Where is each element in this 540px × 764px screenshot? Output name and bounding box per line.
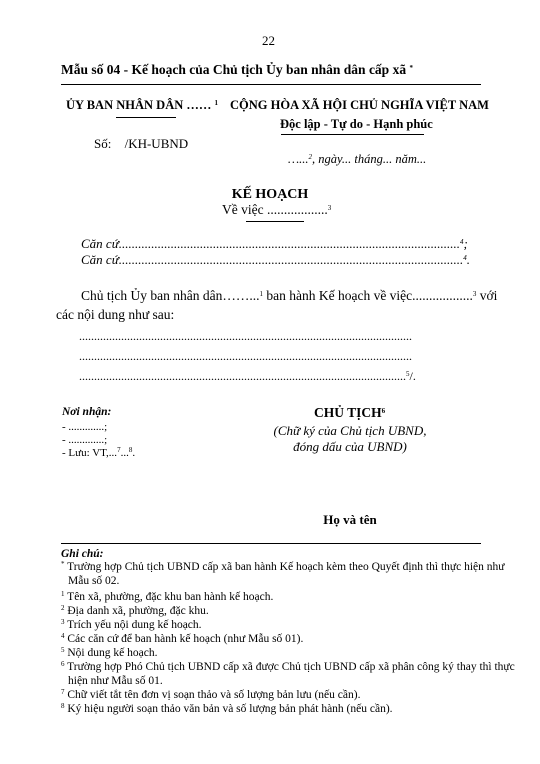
notes-title: Ghi chú: [61,548,104,560]
note-sup: 4 [61,632,65,640]
agency-name [66,98,218,113]
note-item [61,591,273,603]
subject-underline [246,221,304,222]
date-prefix: …... [288,152,309,166]
note-item [61,689,360,701]
national-name: CỘNG HÒA XÃ HỘI CHỦ NGHĨA VIỆT NAM [230,98,489,112]
notes-rule [61,543,481,544]
subject-text: Về việc .................. [222,202,328,217]
body-1a: Chủ tịch Ủy ban nhân dân……... [81,288,260,303]
body-dots-1: ............................................................................................................... [79,329,412,343]
storage-end: . [132,447,136,459]
doc-number [94,136,188,152]
note-text: Địa danh xã, phường, đặc khu. [64,605,209,617]
signature-name: Họ và tên [323,512,377,527]
note-sup: 6 [61,660,65,668]
note-text: Trường hợp Phó Chủ tịch UBND cấp xã được Chủ tịch UBND cấp xã phân công ký thay thì thực [64,661,515,673]
storage-text: - Lưu: VT,... [62,447,118,459]
body-1-sup2: 3 [472,290,477,298]
body-line-1 [81,288,497,304]
note-text: Ký hiệu người soạn thảo văn bản và số lượng bản phát hành (nếu cần). [64,703,393,715]
note-sup: 7 [61,688,65,696]
note-item [68,675,163,687]
body-dots-2: ............................................................................................................... [79,349,412,363]
signature-note-1: (Chữ ký của Chủ tịch UBND, [273,423,427,438]
doc-title: KẾ HOẠCH [231,187,309,202]
basis-1-end: ; [463,236,468,251]
national-motto: Độc lập - Tự do - Hạnh phúc [280,117,433,131]
agency-name-text: ỦY BAN NHÂN DÂN …… [66,98,212,112]
note-text: Chữ viết tắt tên đơn vị soạn thảo và số lượng bản lưu (nếu cần). [64,689,361,701]
note-text: Nội dung kế hoạch. [64,647,158,659]
title-rule [61,84,481,85]
basis-2-sup: 4 [463,254,467,262]
basis-line-2 [81,252,470,268]
date-sup: 2 [308,153,312,161]
note-item [61,633,303,645]
basis-1-text: Căn cứ......................................................................................................... [81,236,461,251]
note-item [68,575,119,587]
signature-title-sup: 6 [381,407,386,415]
storage-mid: ... [120,447,129,459]
body-dots-3-text: ............................................................................................................. [79,369,406,383]
agency-name-sup: 1 [214,99,218,107]
body-line-2: các nội dung như sau: [56,307,175,322]
note-text: Các căn cứ để ban hành kế hoạch (như Mẫu số 01). [64,633,304,645]
page-number: 22 [262,33,275,48]
note-item [61,647,157,659]
note-item [61,703,393,715]
storage-sup1: 7 [117,446,121,454]
body-1b: ban hành Kế hoạch về việc.................. [262,288,473,303]
doc-number-label: Số: [94,136,112,151]
agency-underline [116,117,176,118]
basis-2-text: Căn cứ.......................................................................................................... [81,252,464,267]
note-text: Trích yếu nội dung kế hoạch. [64,619,202,631]
note-text: Tên xã, phường, đặc khu ban hành kế hoạch. [64,591,274,603]
note-text: Trường hợp Chủ tịch UBND cấp xã ban hành Kế hoạch kèm theo Quyết định thì thực hiện như [64,561,505,573]
form-title-sup: * [409,64,413,72]
signature-title [314,405,385,421]
signature-title-text: CHỦ TỊCH [314,405,382,420]
doc-subject [222,202,331,218]
body-dots-3-sup: 5 [406,370,410,378]
body-1-sup1: 1 [259,290,263,298]
recipient-storage [62,447,135,459]
body-dots-3 [79,369,416,384]
note-item [61,561,505,573]
recipient-item-2: - .............; [62,434,108,446]
subject-sup: 3 [327,204,332,212]
note-sup: 2 [61,604,65,612]
storage-sup2: 8 [128,446,133,454]
note-sup: 5 [61,646,65,654]
body-1c: với [476,288,498,303]
form-title [61,62,413,78]
body-dots-3-end: /. [409,369,416,383]
basis-line-1 [81,236,468,252]
motto-underline [281,134,424,135]
note-sup: 3 [61,618,65,626]
recipient-item-1: - .............; [62,421,108,433]
doc-date [288,152,426,167]
note-text: hiện như Mẫu số 01. [68,675,163,687]
recipients-title: Nơi nhận: [62,406,112,418]
basis-1-sup: 4 [460,238,464,246]
note-text: Mẫu số 02. [68,575,120,587]
note-item [61,605,209,617]
basis-2-end: . [466,252,471,267]
note-sup: 1 [61,590,65,598]
note-item [61,661,515,673]
form-title-text: Mẫu số 04 - Kế hoạch của Chủ tịch Ủy ban nhân dân cấp xã [61,62,407,77]
doc-number-code: /KH-UBND [124,136,189,151]
note-sup: * [61,560,65,568]
note-item [61,619,202,631]
note-sup: 8 [61,702,65,710]
date-text: , ngày... tháng... năm... [312,152,427,166]
signature-note-2: đóng dấu của UBND) [293,439,407,454]
